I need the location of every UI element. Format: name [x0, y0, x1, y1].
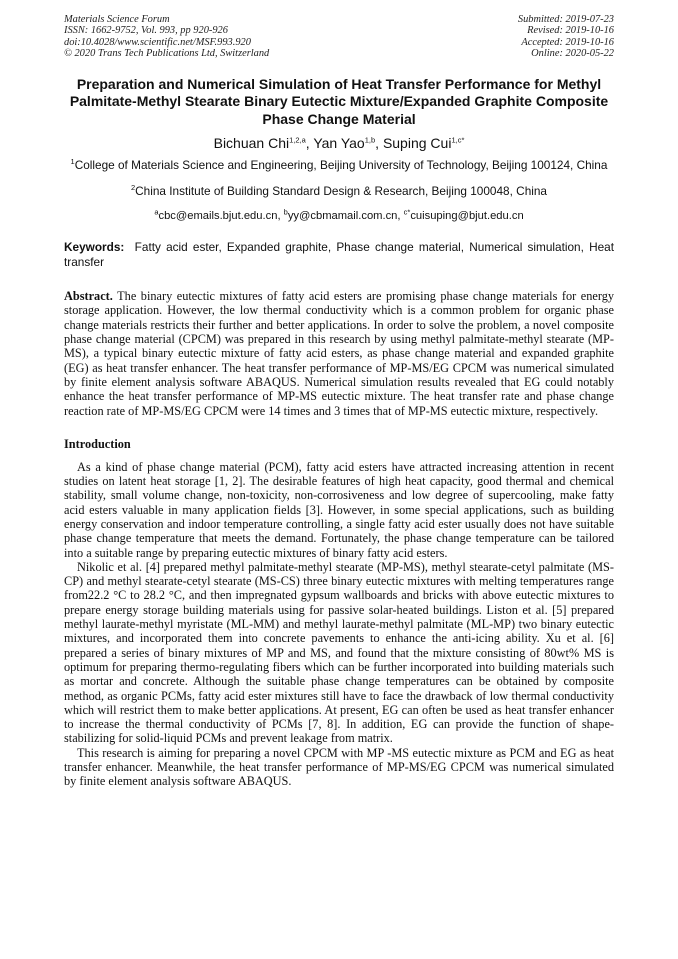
revised-date: Revised: 2019-10-16	[527, 25, 614, 37]
accepted-date: Accepted: 2019-10-16	[521, 36, 614, 48]
author: Suping Cui$^{1,c*}$	[382, 135, 465, 152]
abstract-label: Abstract.	[64, 289, 113, 304]
affiliation: $^2$China Institute of Building Standard Design & Research, Beijing 100048, China	[130, 183, 547, 199]
keywords-section	[64, 240, 614, 269]
body-paragraph: This research is aiming for preparing a novel CPCM with MP -MS eutectic mixture as PCM and EG as heat transfer enhancer. Meanwhile, the heat transfer performance of MP-MS/EG CPCM was numerical simulated by finite element analysis software ABAQUS.	[64, 745, 614, 789]
email-link[interactable]: $^b$yy@cbmamail.com.cn	[283, 207, 398, 223]
submitted-date: Submitted: 2019-07-23	[517, 14, 614, 25]
journal-name: Materials Science Forum	[64, 14, 170, 25]
body-paragraph: As a kind of phase change material (PCM), fatty acid esters have attracted increasing attention in recent studies on latent heat storage [1, 2]. The desirable features of high heat capacity, good thermal and chemical stability, small volume change, non-toxicity, non-corrosiveness and low degree of supercooling, make fatty acid esters valuable in many application fields [3]. However, in some special applications, such as building energy conservation and indoor temperature controlling, a single fatty acid ester usually does not have suitable phase change temperature that meets the demand. Fortunately, the phase change temperature can be tailored into a suitable range by preparing eutectic mixtures of binary fatty acid esters.	[64, 459, 614, 560]
author-list	[64, 134, 614, 152]
journal-header	[64, 14, 614, 60]
email-link[interactable]: $^a$cbc@emails.bjut.edu.cn	[154, 207, 278, 223]
copyright-line: © 2020 Trans Tech Publications Ltd, Switzerland	[64, 48, 270, 60]
publication-dates	[518, 14, 614, 60]
email-list: $^a$cbc@emails.bjut.edu.cn, $^b$yy@cbmamail.com.cn, $^{c*}$cuisuping@bjut.edu.cn	[154, 207, 524, 223]
doi-line: doi:10.4028/www.scientific.net/MSF.993.920	[64, 36, 251, 48]
paper-page	[64, 14, 614, 789]
abstract-section	[64, 289, 614, 418]
author: Yan Yao$^{1,b}$,	[313, 135, 383, 152]
introduction-heading: Introduction	[64, 436, 131, 451]
body-paragraph: Nikolic et al. [4] prepared methyl palmitate-methyl stearate (MP-MS), methyl stearate-cetyl palmitate (MS-CP) and methyl stearate-cetyl stearate (MS-CS) three binary eutectic mixtures with melting temperatures range from22.2 °C to 28.2 °C, and then impregnated gypsum wallboards and bricks with above eutectic mixtures to prepare energy storage building materials using for passive solar-heated buildings. Liston et al. [5] prepared methyl laurate-methyl myristate (ML-MM) and methyl laurate-methyl palmitate (ML-MP) two binary eutectic mixtures, and incorporated them into concrete pavements to enhance the anti-icing ability. Xu et al. [6] prepared a series of binary mixtures of MP and MS, and found that the mixture consisting of 80wt% MS is optimum for preparing thermo-regulating fibers which can be further incorporated into building materials such as mortar and concrete. Although the suitable phase change temperatures can be obtained by composite method, as organic PCMs, fatty acid ester mixtures still have to face the drawback of low thermal conductivity which will restrict them to make better applications. At present, EG can often be used as heat transfer enhancer to increase the thermal conductivity of PCMs [7, 8]. In addition, EG can provide the function of shape-stabilizing for solid-liquid PCMs and prevent leakage from matrix.	[64, 559, 614, 746]
keywords-text: Fatty acid ester, Expanded graphite, Phase change material, Numerical simulation, Heat transfer	[64, 240, 614, 269]
online-date: Online: 2020-05-22	[531, 48, 614, 60]
abstract-text: The binary eutectic mixtures of fatty acid esters are promising phase change materials for energy storage application. However, the low thermal conductivity which is a common problem for organic phase change materials restricts their further and better applications. In order to solve the problem, a novel composite phase change material (CPCM) was prepared in this research by using methyl palmitate-methyl stearate (MP-MS), a typical binary eutectic mixture of fatty acid esters, as phase change material and expanded graphite (EG) as heat transfer enhancer. The heat transfer performance of MP-MS/EG CPCM was numerical simulated by finite element analysis software ABAQUS. Numerical simulation results revealed that EG could notably enhance the heat transfer performance of MP-MS eutectic mixture. The heat transfer rate and phase change reaction rate of MP-MS/EG CPCM were 14 times and 3 times that of MP-MS eutectic mixture, respectively.	[64, 289, 614, 418]
affiliation: $^1$College of Materials Science and Engineering, Beijing University of Technology, Beijing 100124, China	[70, 157, 608, 173]
issn-line: ISSN: 1662-9752, Vol. 993, pp 920-926	[64, 25, 228, 37]
keywords-label: Keywords:	[64, 240, 125, 255]
publication-info	[64, 14, 269, 60]
email-link[interactable]: $^{c*}$cuisuping@bjut.edu.cn	[403, 207, 524, 223]
paper-title: Preparation and Numerical Simulation of Heat Transfer Performance for Methyl Palmitate-Methyl Stearate Binary Eutectic Mixture/Expanded Graphite Composite Phase Change Material	[69, 75, 609, 127]
author: Bichuan Chi$^{1,2,a}$,	[213, 135, 314, 152]
